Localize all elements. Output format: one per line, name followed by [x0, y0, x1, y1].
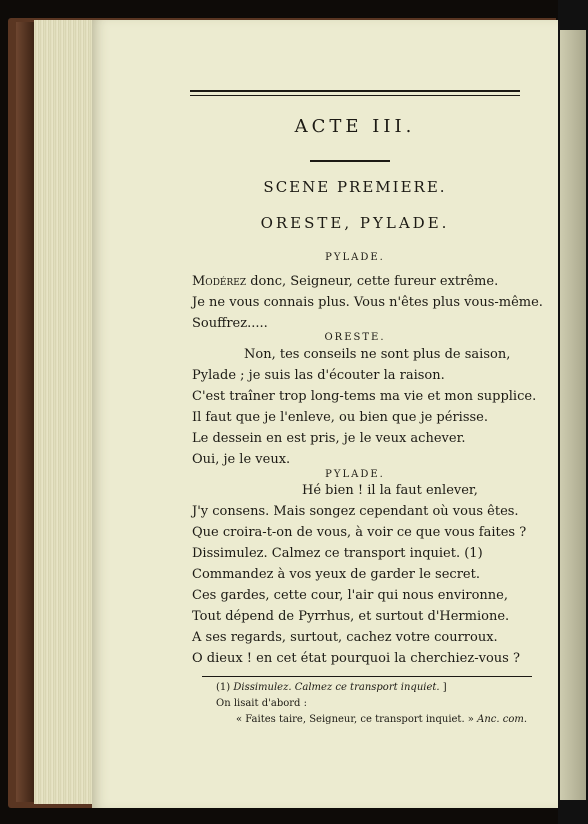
- verse-line: [192, 274, 498, 289]
- speaker-pylade: PYLADE.: [325, 252, 385, 263]
- footnote-variant: « Faites taire, Seigneur, ce transport inquiet. »: [236, 714, 474, 725]
- speaker-oreste: ORESTE.: [324, 332, 386, 343]
- footnote-marker: (1): [216, 682, 231, 693]
- verse-line: Tout dépend de Pyrrhus, et surtout d'Hermione.: [192, 609, 510, 624]
- verse-line: Ces gardes, cette cour, l'air qui nous environne,: [192, 588, 508, 603]
- page-content: [92, 20, 558, 808]
- verse-line: A ses regards, surtout, cachez votre courroux.: [192, 630, 498, 645]
- verse-line: Je ne vous connais plus. Vous n'êtes plus vous-même.: [192, 295, 543, 310]
- facing-page-edge: [560, 30, 586, 800]
- verse-line: Pylade ; je suis las d'écouter la raison.: [192, 368, 445, 383]
- verse-line: Hé bien ! il la faut enlever,: [302, 483, 478, 498]
- footnote-source: Anc. com.: [477, 714, 528, 725]
- verse-line: Non, tes conseils ne sont plus de saison,: [244, 347, 511, 362]
- verse-line: Le dessein en est pris, je le veux achever.: [192, 431, 466, 446]
- verse-line: Dissimulez. Calmez ce transport inquiet. (1): [192, 546, 483, 561]
- verse-line: Souffrez.....: [192, 316, 268, 331]
- footnote-bracket: ]: [442, 682, 447, 693]
- initial-word: Modérez: [192, 274, 247, 289]
- book-page: [92, 20, 558, 808]
- characters-line: ORESTE, PYLADE.: [260, 214, 450, 232]
- title-divider: [310, 160, 390, 162]
- verse-line: Il faut que je l'enleve, ou bien que je périsse.: [192, 410, 488, 425]
- act-title: ACTE III.: [294, 116, 416, 137]
- book-spine-edge: [16, 22, 34, 802]
- footnote-line: [216, 682, 447, 693]
- verse-line: Commandez à vos yeux de garder le secret.: [192, 567, 480, 582]
- header-rule-thin: [190, 95, 520, 96]
- page-stack-edges: [34, 20, 96, 804]
- verse-line: Que croira-t-on de vous, à voir ce que vous faites ?: [192, 525, 527, 540]
- verse-line: C'est traîner trop long-tems ma vie et mon supplice.: [192, 389, 537, 404]
- footnote-line: On lisait d'abord :: [216, 698, 307, 709]
- verse-line: O dieux ! en cet état pourquoi la cherchiez-vous ?: [192, 651, 520, 666]
- verse-text: donc, Seigneur, cette fureur extrême.: [246, 274, 499, 289]
- verse-line: Oui, je le veux.: [192, 452, 291, 467]
- scene-title: SCENE PREMIERE.: [263, 178, 447, 196]
- verse-line: J'y consens. Mais songez cependant où vous êtes.: [192, 504, 519, 519]
- footnote-quote: Dissimulez. Calmez ce transport inquiet.: [233, 682, 440, 693]
- header-rule-thick: [190, 90, 520, 92]
- footnote-rule: [202, 676, 532, 677]
- footnote-line: [236, 714, 527, 725]
- speaker-pylade: PYLADE.: [325, 469, 385, 480]
